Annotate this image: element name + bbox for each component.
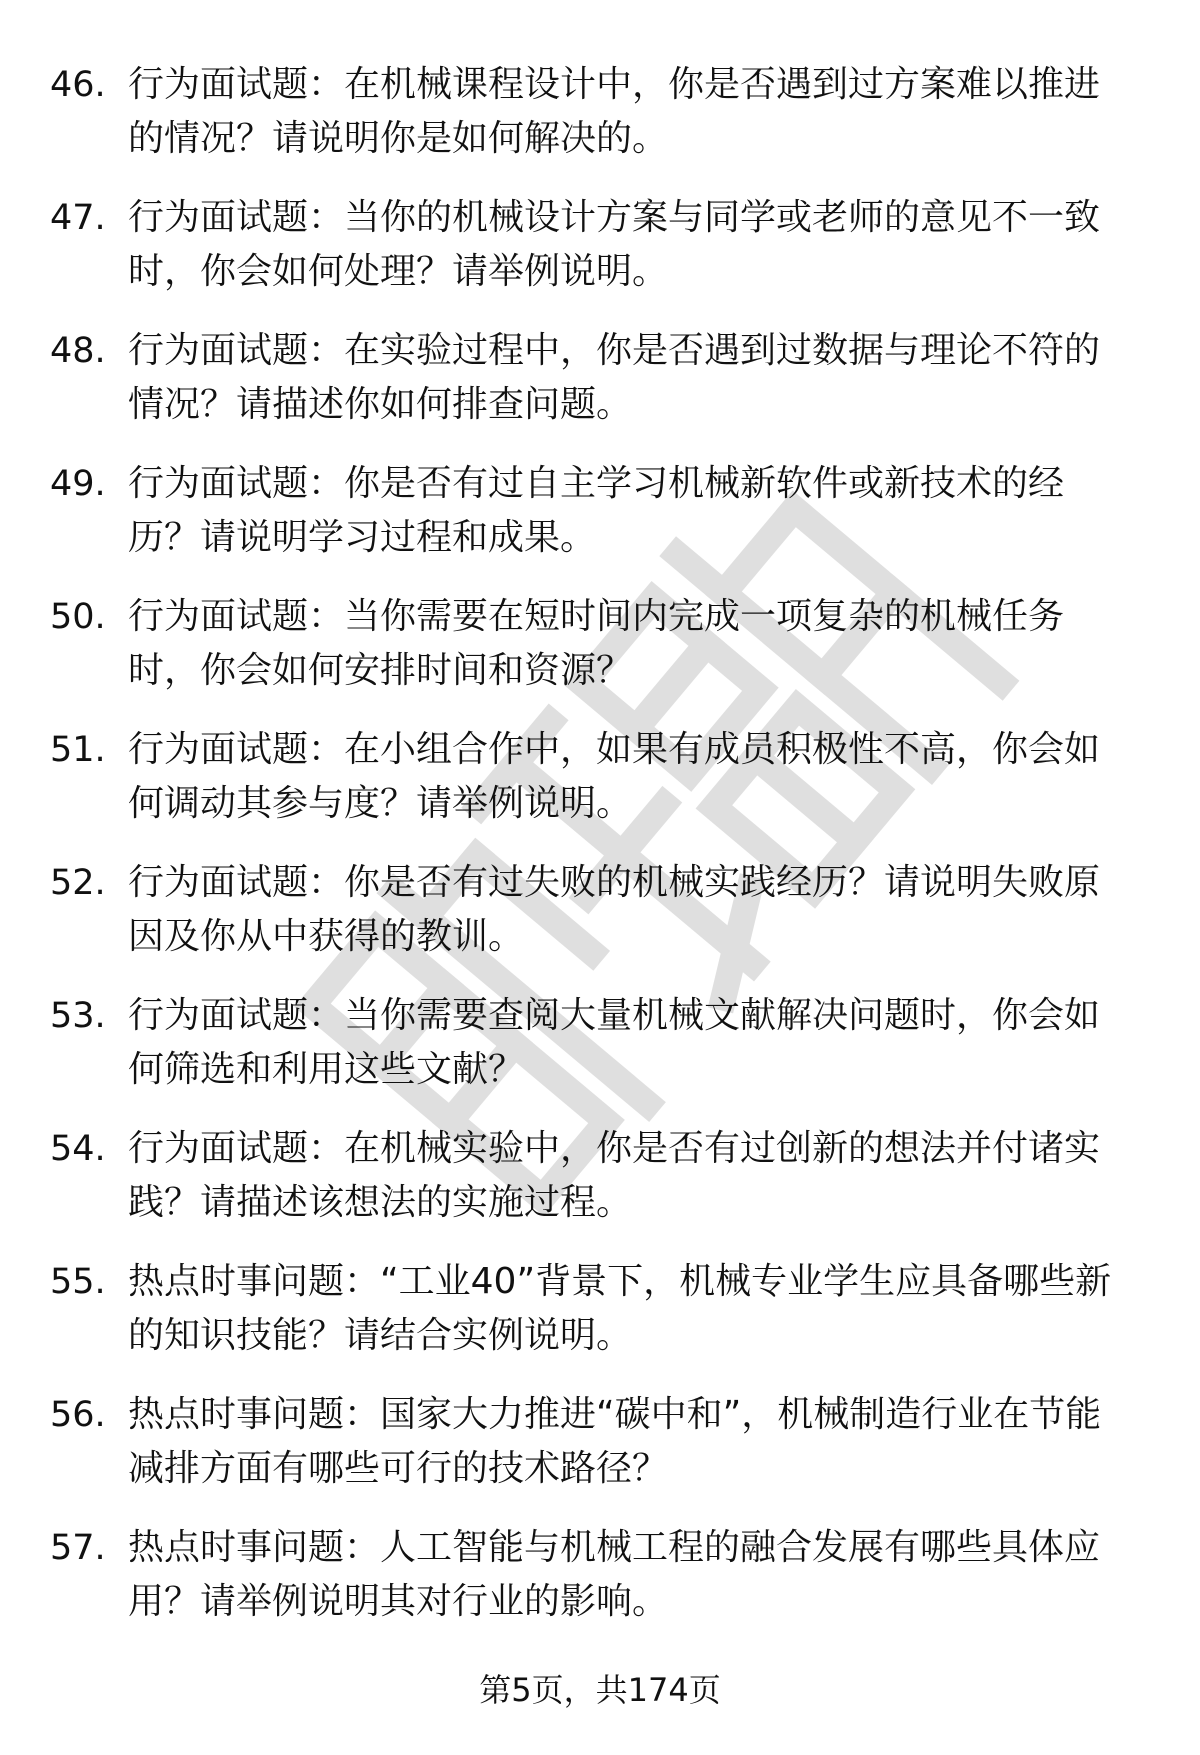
question-text: 热点时事问题：“工业40”背景下，机械专业学生应具备哪些新的知识技能？请结合实例说明。 [128,1261,1112,1356]
question-number: 49. [50,464,106,504]
question-list [50,58,1150,1654]
list-item [50,590,1150,698]
question-number: 51. [50,730,106,770]
list-item [50,856,1150,964]
question-number: 52. [50,863,106,903]
list-item [50,989,1150,1097]
question-text: 行为面试题：在小组合作中，如果有成员积极性不高，你会如何调动其参与度？请举例说明。 [128,729,1101,824]
question-text: 行为面试题：当你需要查阅大量机械文献解决问题时，你会如何筛选和利用这些文献？ [128,995,1101,1090]
question-text: 行为面试题：当你需要在短时间内完成一项复杂的机械任务时，你会如何安排时间和资源？ [128,596,1065,691]
question-number: 56. [50,1395,106,1435]
question-number: 55. [50,1262,106,1302]
list-item [50,1255,1150,1363]
question-number: 53. [50,996,106,1036]
question-text: 行为面试题：在机械课程设计中，你是否遇到过方案难以推进的情况？请说明你是如何解决的。 [128,64,1101,159]
list-item [50,1521,1150,1629]
question-number: 47. [50,198,106,238]
question-text: 行为面试题：在实验过程中，你是否遇到过数据与理论不符的情况？请描述你如何排查问题。 [128,330,1101,425]
question-text: 热点时事问题：国家大力推进“碳中和”，机械制造行业在节能减排方面有哪些可行的技术路径？ [128,1394,1102,1489]
list-item [50,1122,1150,1230]
question-number: 46. [50,65,106,105]
question-number: 57. [50,1528,106,1568]
question-text: 行为面试题：当你的机械设计方案与同学或老师的意见不一致时，你会如何处理？请举例说明。 [128,197,1101,292]
question-text: 行为面试题：在机械实验中，你是否有过创新的想法并付诸实践？请描述该想法的实施过程。 [128,1128,1101,1223]
list-item [50,58,1150,166]
question-number: 48. [50,331,106,371]
list-item [50,723,1150,831]
question-number: 50. [50,597,106,637]
list-item [50,1388,1150,1496]
page-number-footer: 第5页，共174页 [479,1671,721,1709]
question-text: 行为面试题：你是否有过自主学习机械新软件或新技术的经历？请说明学习过程和成果。 [128,463,1065,558]
list-item [50,191,1150,299]
question-number: 54. [50,1129,106,1169]
question-text: 热点时事问题：人工智能与机械工程的融合发展有哪些具体应用？请举例说明其对行业的影响。 [128,1527,1101,1622]
list-item [50,457,1150,565]
question-text: 行为面试题：你是否有过失败的机械实践经历？请说明失败原因及你从中获得的教训。 [128,862,1101,957]
list-item [50,324,1150,432]
